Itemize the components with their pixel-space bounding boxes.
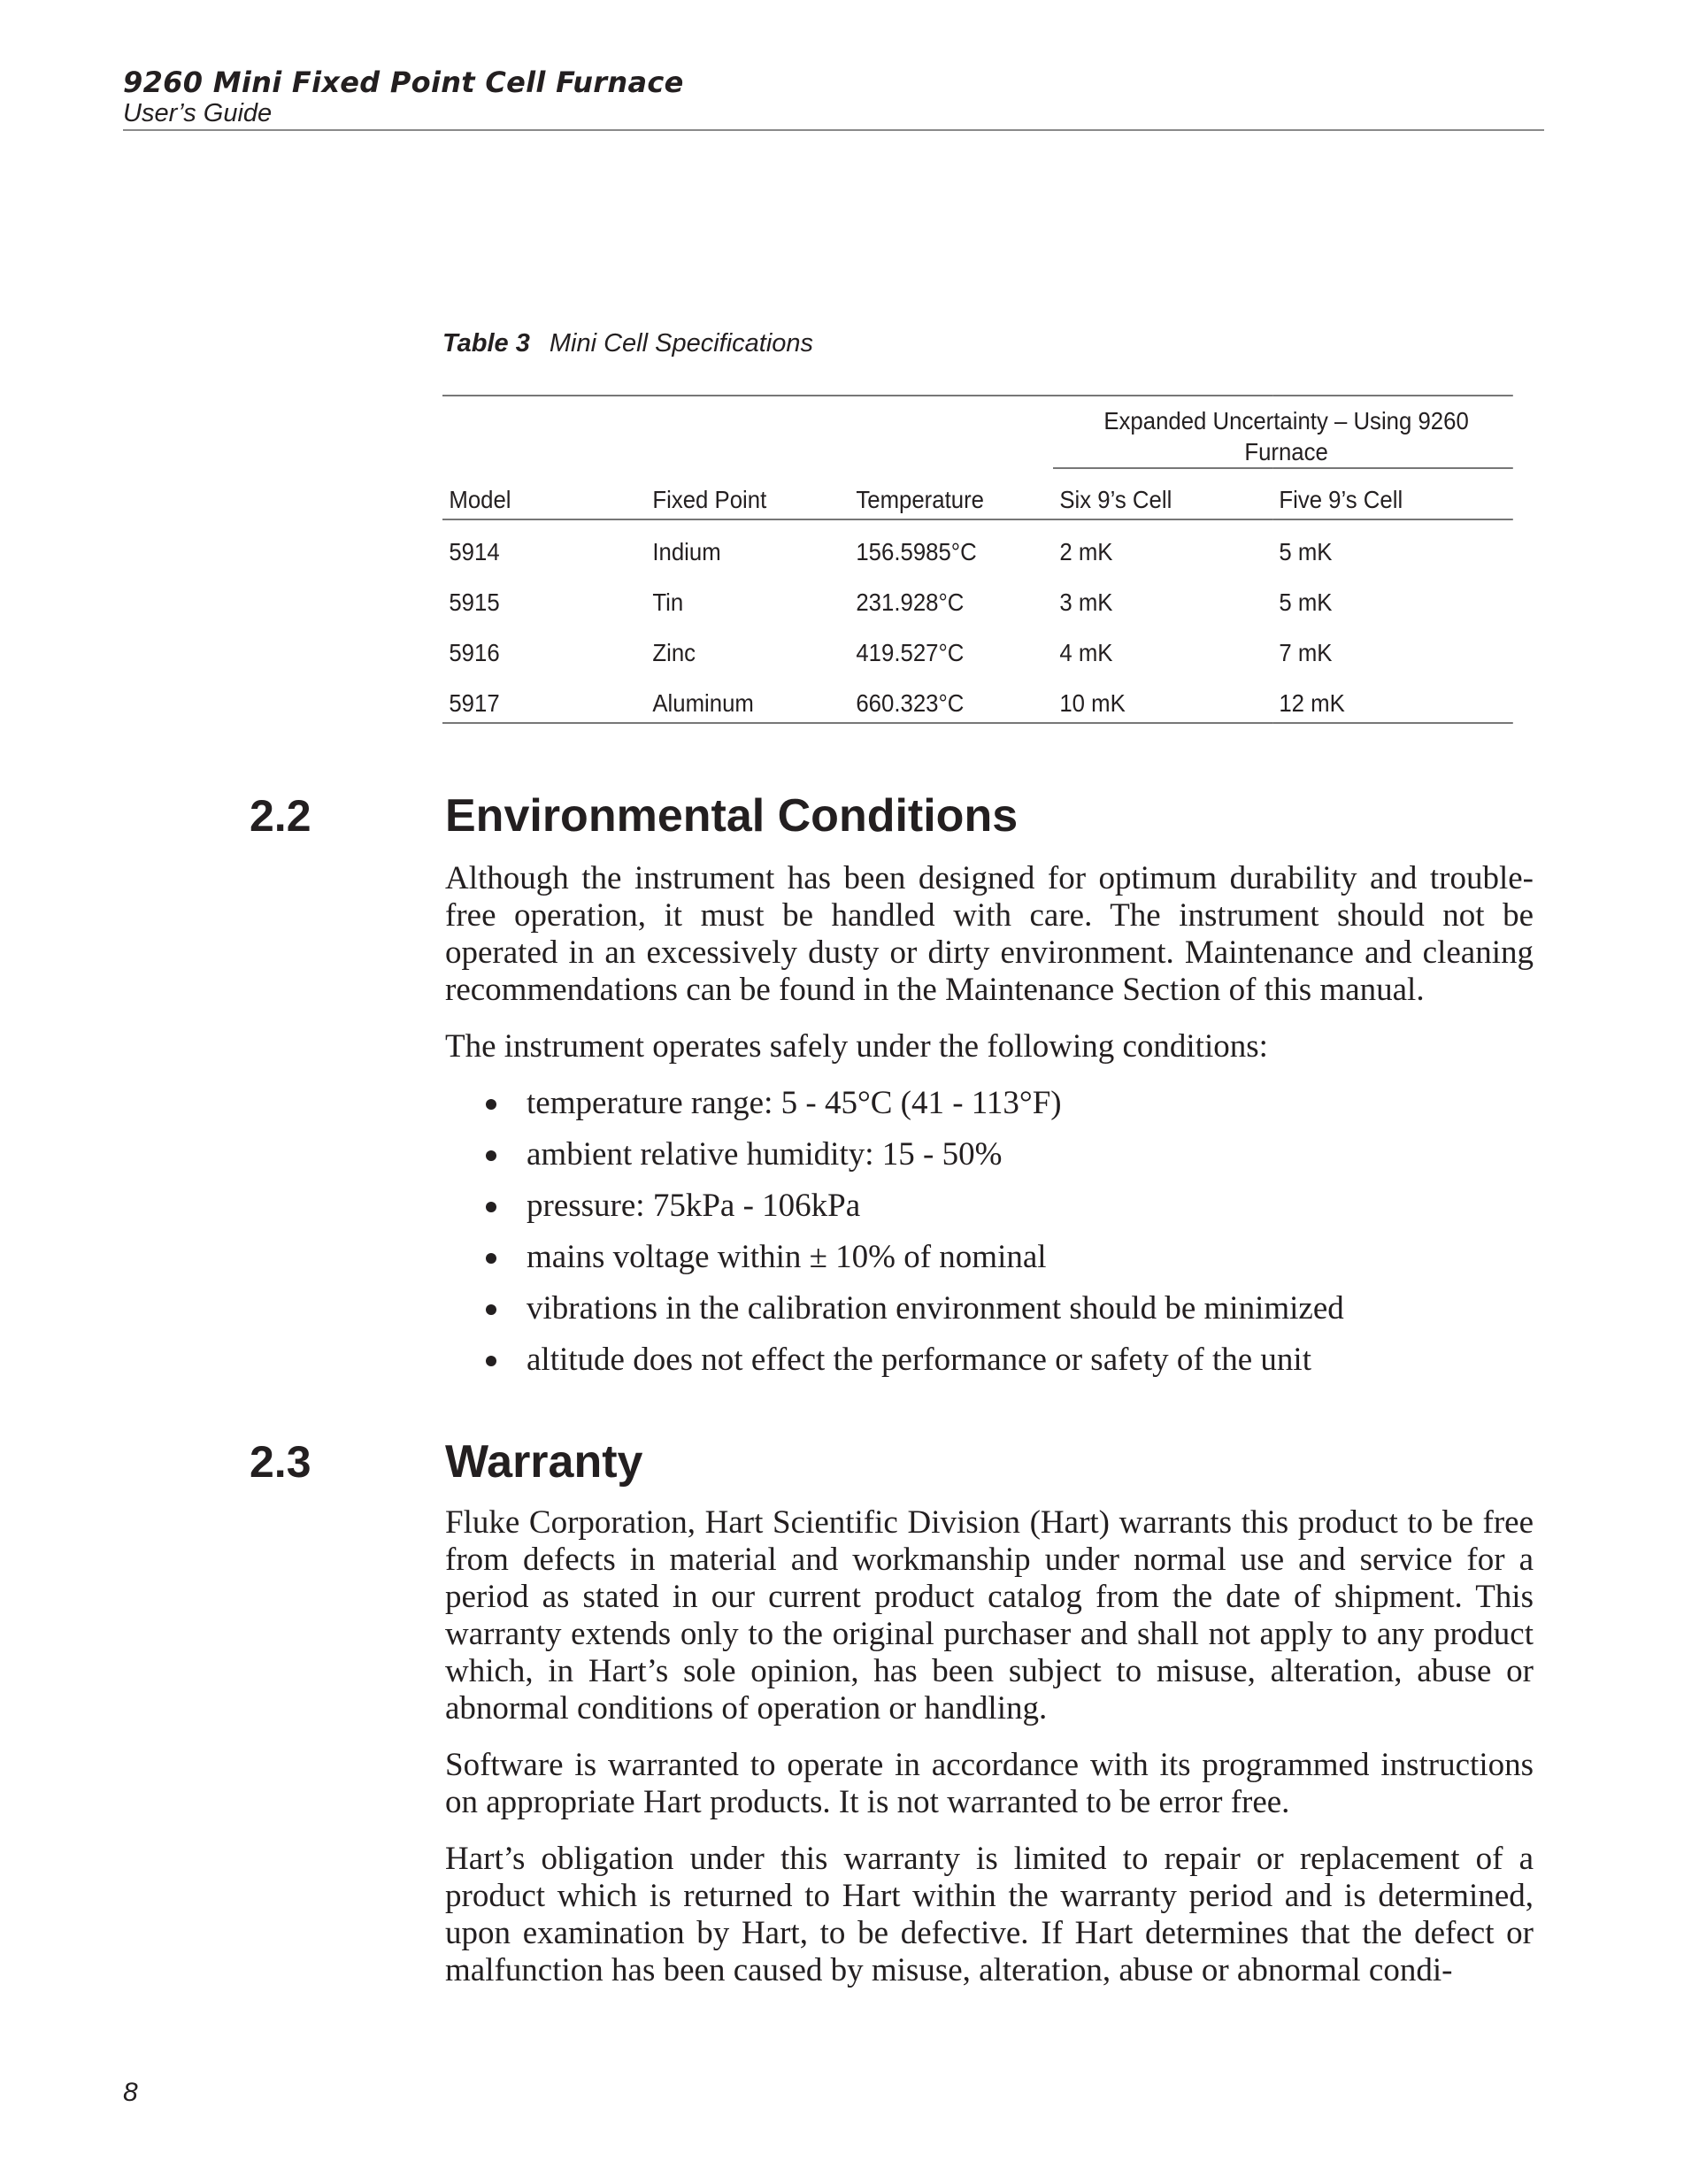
bullet-icon (486, 1304, 496, 1315)
table-cell: Tin (652, 588, 684, 616)
table-cell: 5917 (442, 672, 646, 723)
paragraph: The instrument operates safely under the following conditions: (445, 1028, 1268, 1065)
bullet-icon (486, 1150, 496, 1161)
column-header: Fixed Point (646, 468, 850, 519)
table-cell: 231.928°C (856, 588, 965, 616)
paragraph: Hart’s obligation under this warranty is limited to repair or replacement of a product which is returned to Hart within the warranty period and is determined, upon examination by Hart, to be defective. If Hart determines that the defect or malfunction has been caused by misuse, alteration, abuse or abnormal condi- (445, 1841, 1534, 1988)
table-cell: 660.323°C (850, 672, 1053, 723)
list-item (445, 1239, 1534, 1290)
table-header-row (442, 468, 1513, 519)
list-item (445, 1085, 1534, 1136)
list-item (445, 1342, 1534, 1393)
table-cell: 4 mK (1059, 639, 1113, 666)
table-caption-number: Table 3 (442, 329, 530, 358)
bullet-icon (486, 1099, 496, 1110)
table-cell: 5 mK (1279, 538, 1333, 565)
list-item-text: altitude does not effect the performance or safety of the unit (527, 1342, 1311, 1378)
column-header: Model (442, 468, 646, 519)
list-item-text: ambient relative humidity: 15 - 50% (527, 1136, 1003, 1173)
column-header: Six 9’s Cell (1053, 468, 1272, 519)
bullet-icon (486, 1253, 496, 1264)
table-cell: 156.5985°C (856, 538, 977, 565)
table-caption-title: Mini Cell Specifications (549, 329, 814, 358)
list-item-text: vibrations in the calibration environment should be minimized (527, 1290, 1344, 1327)
list-item (445, 1188, 1534, 1239)
warranty-body (445, 1504, 1534, 2009)
table-cell: 5916 (449, 639, 500, 666)
table-caption (442, 328, 813, 358)
list-item (445, 1290, 1534, 1342)
section-title: Environmental Conditions (445, 790, 1019, 842)
table-cell: Aluminum (646, 672, 850, 723)
list-item-text: temperature range: 5 - 45°C (41 - 113°F) (527, 1085, 1062, 1121)
list-item-text: pressure: 75kPa - 106kPa (527, 1188, 861, 1224)
document-subtitle: User’s Guide (123, 99, 273, 127)
section-title: Warranty (445, 1436, 643, 1488)
table-cell: 10 mK (1053, 672, 1272, 723)
environmental-conditions-body (445, 860, 1534, 1393)
section-number: 2.2 (250, 791, 311, 841)
table-row (442, 519, 1513, 571)
conditions-list (445, 1085, 1534, 1393)
table-cell: Indium (652, 538, 721, 565)
paragraph: Fluke Corporation, Hart Scientific Division (Hart) warrants this product to be free from defects in material and workmanship under normal use and service for a period as stated in our current product catalog from the date of shipment. This warranty extends only to the original purchaser and shall not apply to any product which, in Hart’s sole opinion, has been subject to misuse, alteration, abuse or abnormal conditions of operation or handling. (445, 1504, 1534, 1726)
list-item-text: mains voltage within ± 10% of nominal (527, 1239, 1047, 1275)
table-row (442, 571, 1513, 621)
column-header: Temperature (850, 468, 1053, 519)
table-row (442, 672, 1513, 723)
section-number: 2.3 (250, 1437, 311, 1487)
table-cell: 419.527°C (856, 639, 965, 666)
list-item (445, 1136, 1534, 1188)
table-cell: 7 mK (1279, 639, 1333, 666)
table-cell: 2 mK (1059, 538, 1113, 565)
table-cell: 5914 (449, 538, 500, 565)
table-cell: 3 mK (1059, 588, 1113, 616)
table-group-header-row (442, 396, 1513, 468)
bullet-icon (486, 1202, 496, 1212)
bullet-icon (486, 1356, 496, 1366)
document-title: 9260 Mini Fixed Point Cell Furnace (123, 65, 684, 99)
table-cell: Zinc (652, 639, 696, 666)
table-cell: 5 mK (1279, 588, 1333, 616)
page-header (123, 65, 1544, 131)
table-cell: 12 mK (1272, 672, 1513, 723)
table-group-header: Expanded Uncertainty – Using 9260 Furnace (1053, 396, 1513, 468)
paragraph: Although the instrument has been designed for optimum durability and trouble-free operation, it must be handled with care. The instrument should not be operated in an excessively dusty or dirty environment. Maintenance and cleaning recommendations can be found in the Maintenance Section of this manual. (445, 860, 1534, 1008)
column-header: Five 9’s Cell (1272, 468, 1513, 519)
table-row (442, 621, 1513, 672)
spec-table (442, 395, 1513, 724)
page-number: 8 (123, 2078, 138, 2107)
table-cell: 5915 (449, 588, 500, 616)
paragraph: Software is warranted to operate in accordance with its programmed instructions on appropriate Hart products. It is not warranted to be error free. (445, 1747, 1534, 1820)
